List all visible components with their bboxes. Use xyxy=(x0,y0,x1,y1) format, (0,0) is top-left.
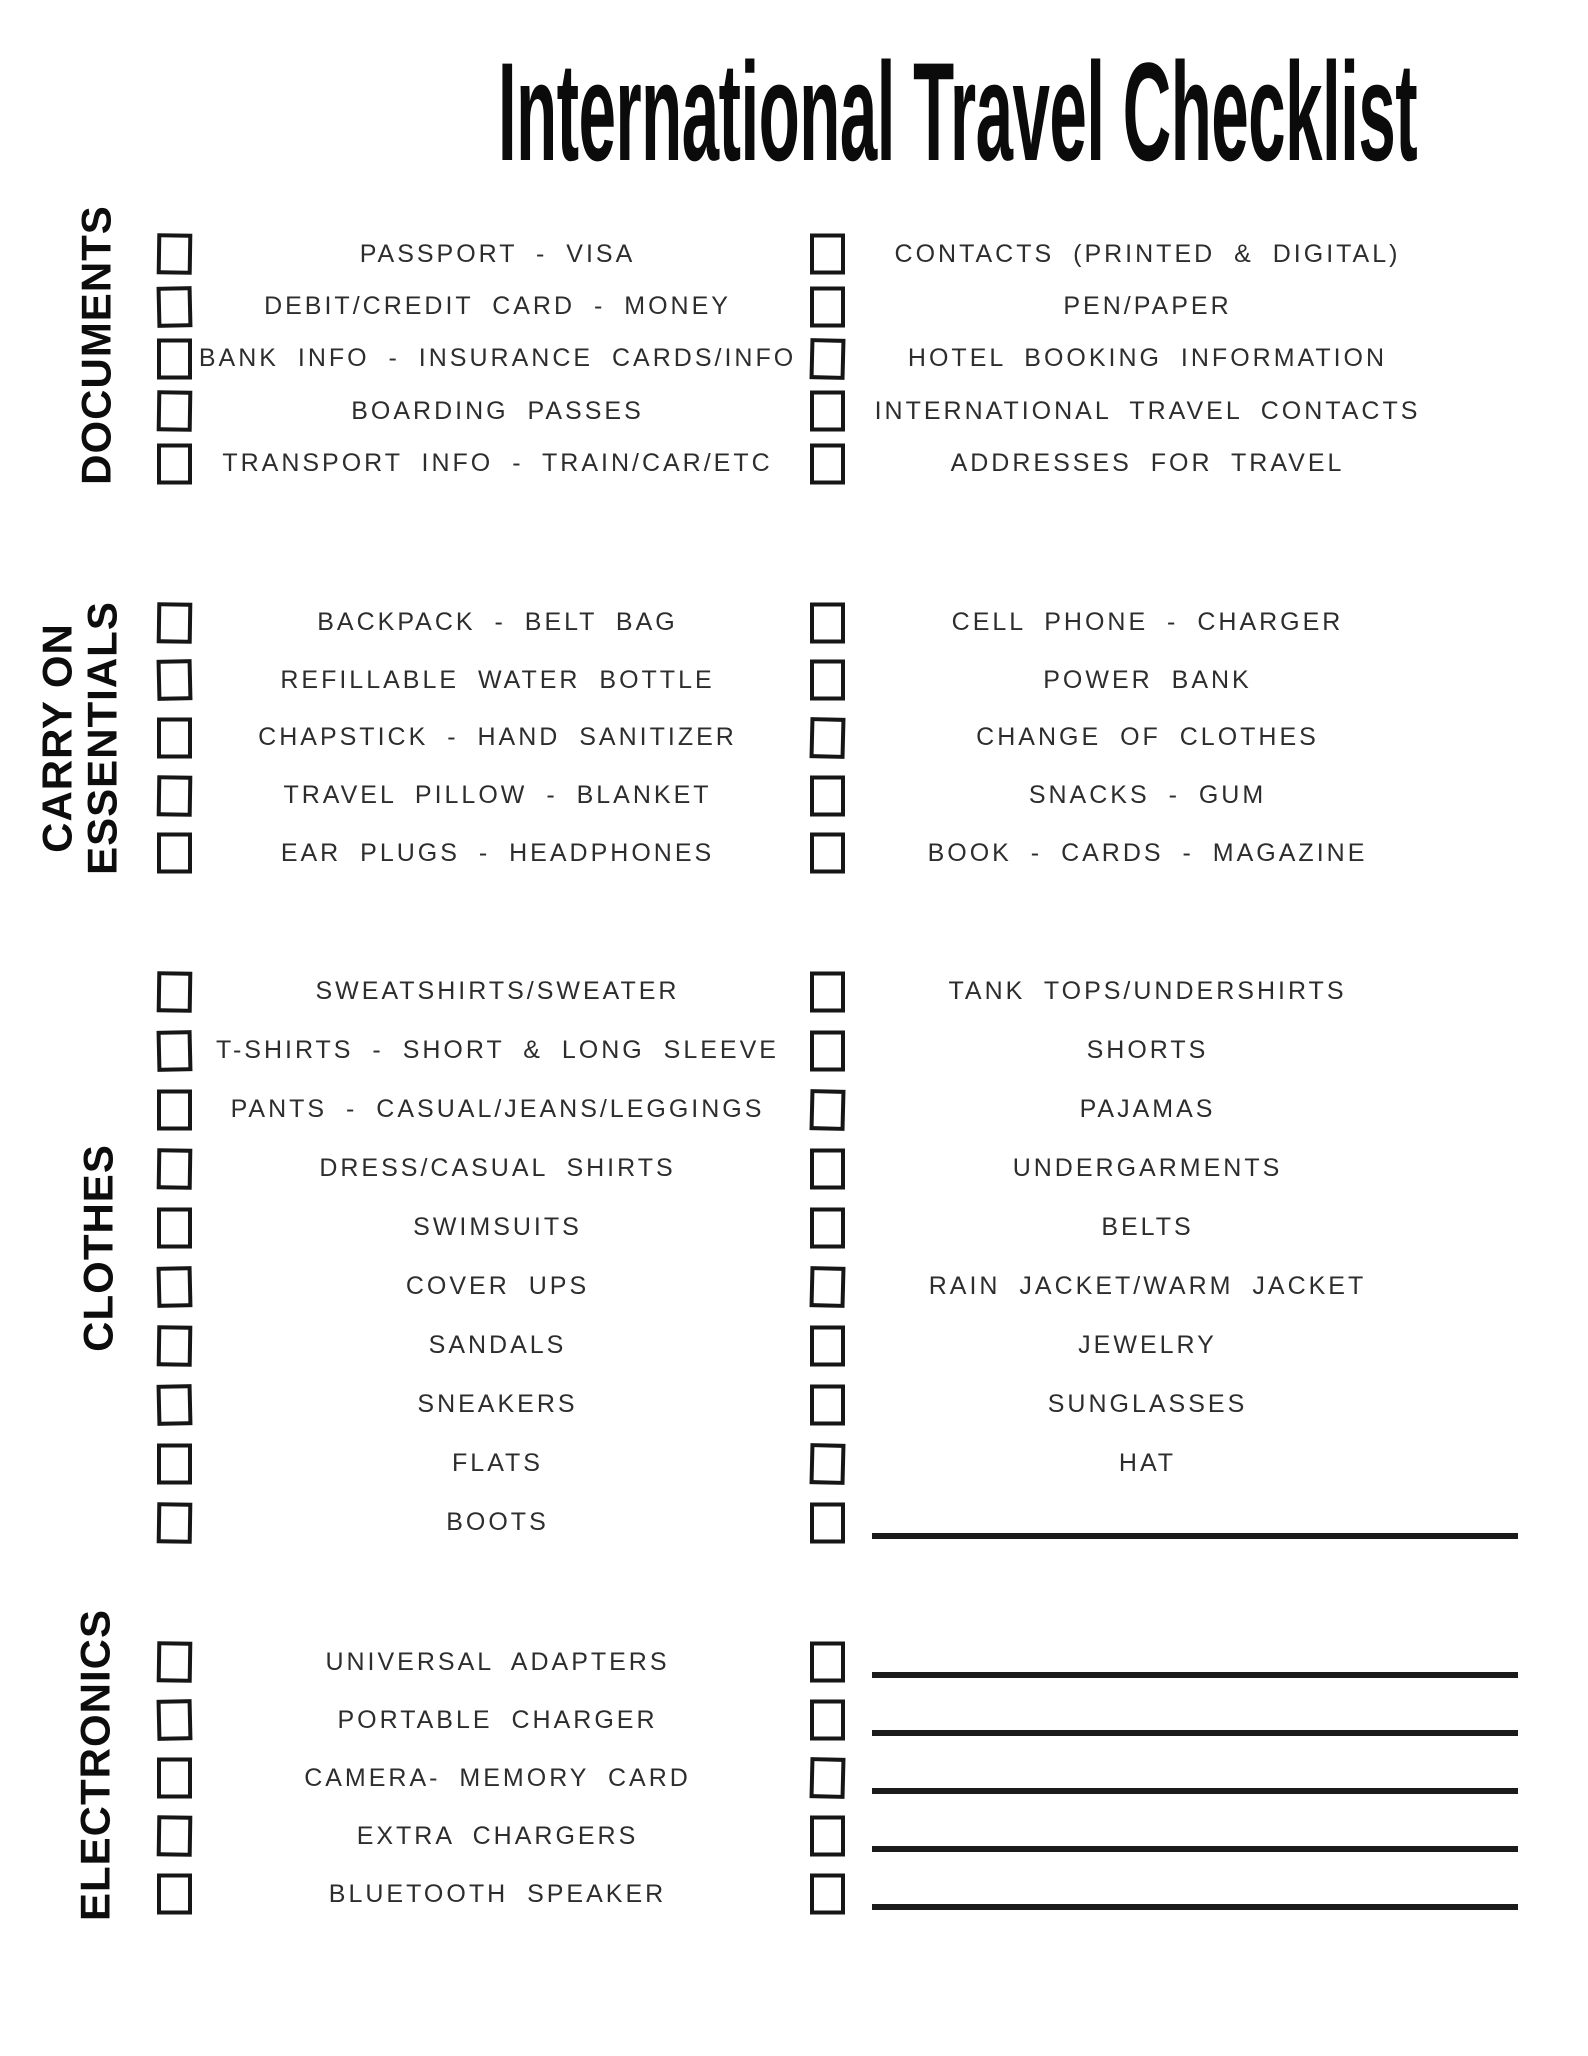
item-label: TRANSPORT INFO - TRAIN/CAR/ETC xyxy=(222,449,773,478)
item-checkbox[interactable] xyxy=(810,1089,846,1131)
write-in-line[interactable] xyxy=(872,1533,1518,1539)
item-label: JEWELRY xyxy=(1078,1331,1217,1359)
item-checkbox[interactable] xyxy=(157,1030,193,1072)
item-label: DRESS/CASUAL SHIRTS xyxy=(319,1154,676,1182)
item-checkbox[interactable] xyxy=(810,1502,845,1543)
item-checkbox[interactable] xyxy=(810,717,846,759)
item-checkbox[interactable] xyxy=(157,1089,192,1130)
item-checkbox[interactable] xyxy=(810,775,845,816)
checklist-row xyxy=(130,1080,1530,1139)
write-in-line[interactable] xyxy=(872,1846,1518,1852)
item-checkbox[interactable] xyxy=(810,1757,846,1799)
item-label: CHANGE OF CLOTHES xyxy=(976,723,1319,752)
item-label: SUNGLASSES xyxy=(1047,1390,1248,1418)
item-checkbox[interactable] xyxy=(810,391,845,432)
item-checkbox[interactable] xyxy=(157,1443,192,1484)
item-label: INTERNATIONAL TRAVEL CONTACTS xyxy=(874,396,1421,425)
section-electronics xyxy=(130,1633,1530,1923)
item-label: UNDERGARMENTS xyxy=(1012,1154,1283,1182)
section-label-carry-on-essentials: CARRY ON ESSENTIALS xyxy=(33,601,126,875)
item-checkbox[interactable] xyxy=(810,443,845,484)
item-checkbox[interactable] xyxy=(157,1266,193,1308)
item-label: BLUETOOTH SPEAKER xyxy=(328,1879,667,1908)
item-label: EAR PLUGS - HEADPHONES xyxy=(280,838,715,867)
item-checkbox[interactable] xyxy=(810,1874,845,1915)
item-checkbox[interactable] xyxy=(157,1384,193,1426)
checklist-row xyxy=(130,1316,1530,1375)
checklist-row xyxy=(130,1198,1530,1257)
item-label: POWER BANK xyxy=(1043,665,1252,694)
item-label: SWEATSHIRTS/SWEATER xyxy=(315,977,680,1005)
item-checkbox[interactable] xyxy=(157,659,193,701)
item-checkbox[interactable] xyxy=(157,833,192,874)
checklist-row xyxy=(130,1865,1530,1923)
checklist-row xyxy=(130,438,1530,490)
item-checkbox[interactable] xyxy=(810,971,845,1012)
checklist-row xyxy=(130,1257,1530,1316)
checklist-row xyxy=(130,767,1530,825)
item-label: BOOTS xyxy=(446,1508,549,1536)
item-checkbox[interactable] xyxy=(157,971,193,1013)
item-label: EXTRA CHARGERS xyxy=(356,1821,639,1850)
item-label: BOOK - CARDS - MAGAZINE xyxy=(927,838,1368,867)
checklist-row xyxy=(130,1021,1530,1080)
item-checkbox[interactable] xyxy=(810,1266,846,1308)
checklist-row xyxy=(130,1493,1530,1552)
item-checkbox[interactable] xyxy=(157,233,193,275)
item-checkbox[interactable] xyxy=(157,1874,192,1915)
section-label-electronics: ELECTRONICS xyxy=(71,1608,119,1922)
item-checkbox[interactable] xyxy=(157,717,192,758)
item-label: SNEAKERS xyxy=(417,1390,578,1418)
section-carry-on-essentials xyxy=(130,594,1530,882)
item-label: BACKPACK - BELT BAG xyxy=(317,608,678,637)
item-label: TRAVEL PILLOW - BLANKET xyxy=(283,781,712,810)
page-title: International Travel Checklist xyxy=(497,33,1418,190)
item-label: PASSPORT - VISA xyxy=(359,239,636,268)
write-in-line[interactable] xyxy=(872,1904,1518,1910)
checklist-row xyxy=(130,1807,1530,1865)
item-label: T-SHIRTS - SHORT & LONG SLEEVE xyxy=(216,1036,779,1064)
item-checkbox[interactable] xyxy=(157,1815,193,1857)
item-label: CAMERA- MEMORY CARD xyxy=(304,1763,691,1792)
item-checkbox[interactable] xyxy=(810,1642,845,1683)
item-checkbox[interactable] xyxy=(157,338,192,379)
item-checkbox[interactable] xyxy=(157,1502,193,1544)
section-documents xyxy=(130,228,1530,490)
item-checkbox[interactable] xyxy=(157,602,193,644)
item-label: RAIN JACKET/WARM JACKET xyxy=(928,1272,1367,1300)
item-checkbox[interactable] xyxy=(810,1325,845,1366)
item-checkbox[interactable] xyxy=(157,1148,193,1190)
item-checkbox[interactable] xyxy=(810,234,845,275)
item-label: COVER UPS xyxy=(405,1272,590,1300)
checklist-row xyxy=(130,709,1530,767)
checklist-row xyxy=(130,1139,1530,1198)
item-label: PORTABLE CHARGER xyxy=(337,1705,658,1734)
item-checkbox[interactable] xyxy=(157,1207,192,1248)
checklist-row xyxy=(130,1434,1530,1493)
item-label: HAT xyxy=(1118,1449,1177,1477)
item-label: BANK INFO - INSURANCE CARDS/INFO xyxy=(198,344,797,373)
checklist-row xyxy=(130,1749,1530,1807)
write-in-line[interactable] xyxy=(872,1672,1518,1678)
item-checkbox[interactable] xyxy=(810,338,846,380)
item-label: PANTS - CASUAL/JEANS/LEGGINGS xyxy=(230,1095,765,1123)
item-label: CONTACTS (PRINTED & DIGITAL) xyxy=(894,239,1401,268)
item-checkbox[interactable] xyxy=(157,1641,193,1683)
checklist-row xyxy=(130,280,1530,332)
item-label: PEN/PAPER xyxy=(1063,292,1232,321)
item-checkbox[interactable] xyxy=(810,1207,845,1248)
item-checkbox[interactable] xyxy=(810,1384,845,1425)
item-checkbox[interactable] xyxy=(810,1148,845,1189)
item-checkbox[interactable] xyxy=(157,1699,193,1741)
checklist-row xyxy=(130,1633,1530,1691)
item-label: BELTS xyxy=(1101,1213,1194,1241)
checklist-row xyxy=(130,962,1530,1021)
item-checkbox[interactable] xyxy=(810,833,845,874)
item-label: UNIVERSAL ADAPTERS xyxy=(325,1647,670,1676)
item-label: ADDRESSES FOR TRAVEL xyxy=(950,449,1345,478)
item-checkbox[interactable] xyxy=(157,1758,192,1799)
item-checkbox[interactable] xyxy=(810,1443,846,1485)
item-label: REFILLABLE WATER BOTTLE xyxy=(280,665,715,694)
item-checkbox[interactable] xyxy=(157,286,193,328)
checklist-row xyxy=(130,333,1530,385)
checklist-row xyxy=(130,228,1530,280)
checklist-row xyxy=(130,594,1530,652)
checklist-row xyxy=(130,824,1530,882)
checklist-row xyxy=(130,1375,1530,1434)
item-label: SNACKS - GUM xyxy=(1028,781,1267,810)
item-label: SWIMSUITS xyxy=(413,1213,582,1241)
section-label-documents: DOCUMENTS xyxy=(72,205,120,485)
item-label: CELL PHONE - CHARGER xyxy=(951,608,1344,637)
item-label: DEBIT/CREDIT CARD - MONEY xyxy=(264,292,731,321)
item-checkbox[interactable] xyxy=(810,1816,845,1857)
checklist-row xyxy=(130,1691,1530,1749)
write-in-line[interactable] xyxy=(872,1788,1518,1794)
item-checkbox[interactable] xyxy=(157,443,192,484)
section-label-clothes: CLOTHES xyxy=(74,1144,122,1352)
item-label: BOARDING PASSES xyxy=(351,396,644,425)
item-checkbox[interactable] xyxy=(157,391,193,433)
item-checkbox[interactable] xyxy=(157,775,193,817)
item-checkbox[interactable] xyxy=(810,660,845,701)
item-label: CHAPSTICK - HAND SANITIZER xyxy=(258,723,737,752)
checklist-row xyxy=(130,385,1530,437)
item-label: PAJAMAS xyxy=(1079,1095,1216,1123)
item-label: SHORTS xyxy=(1086,1036,1209,1064)
item-checkbox[interactable] xyxy=(810,1700,845,1741)
item-checkbox[interactable] xyxy=(810,602,845,643)
item-label: TANK TOPS/UNDERSHIRTS xyxy=(948,977,1347,1005)
section-clothes xyxy=(130,962,1530,1552)
item-label: FLATS xyxy=(452,1449,543,1477)
item-label: HOTEL BOOKING INFORMATION xyxy=(907,344,1388,373)
item-label: SANDALS xyxy=(428,1331,567,1359)
item-checkbox[interactable] xyxy=(810,1030,845,1071)
item-checkbox[interactable] xyxy=(157,1325,193,1367)
item-checkbox[interactable] xyxy=(810,286,845,327)
checklist-row xyxy=(130,652,1530,710)
write-in-line[interactable] xyxy=(872,1730,1518,1736)
